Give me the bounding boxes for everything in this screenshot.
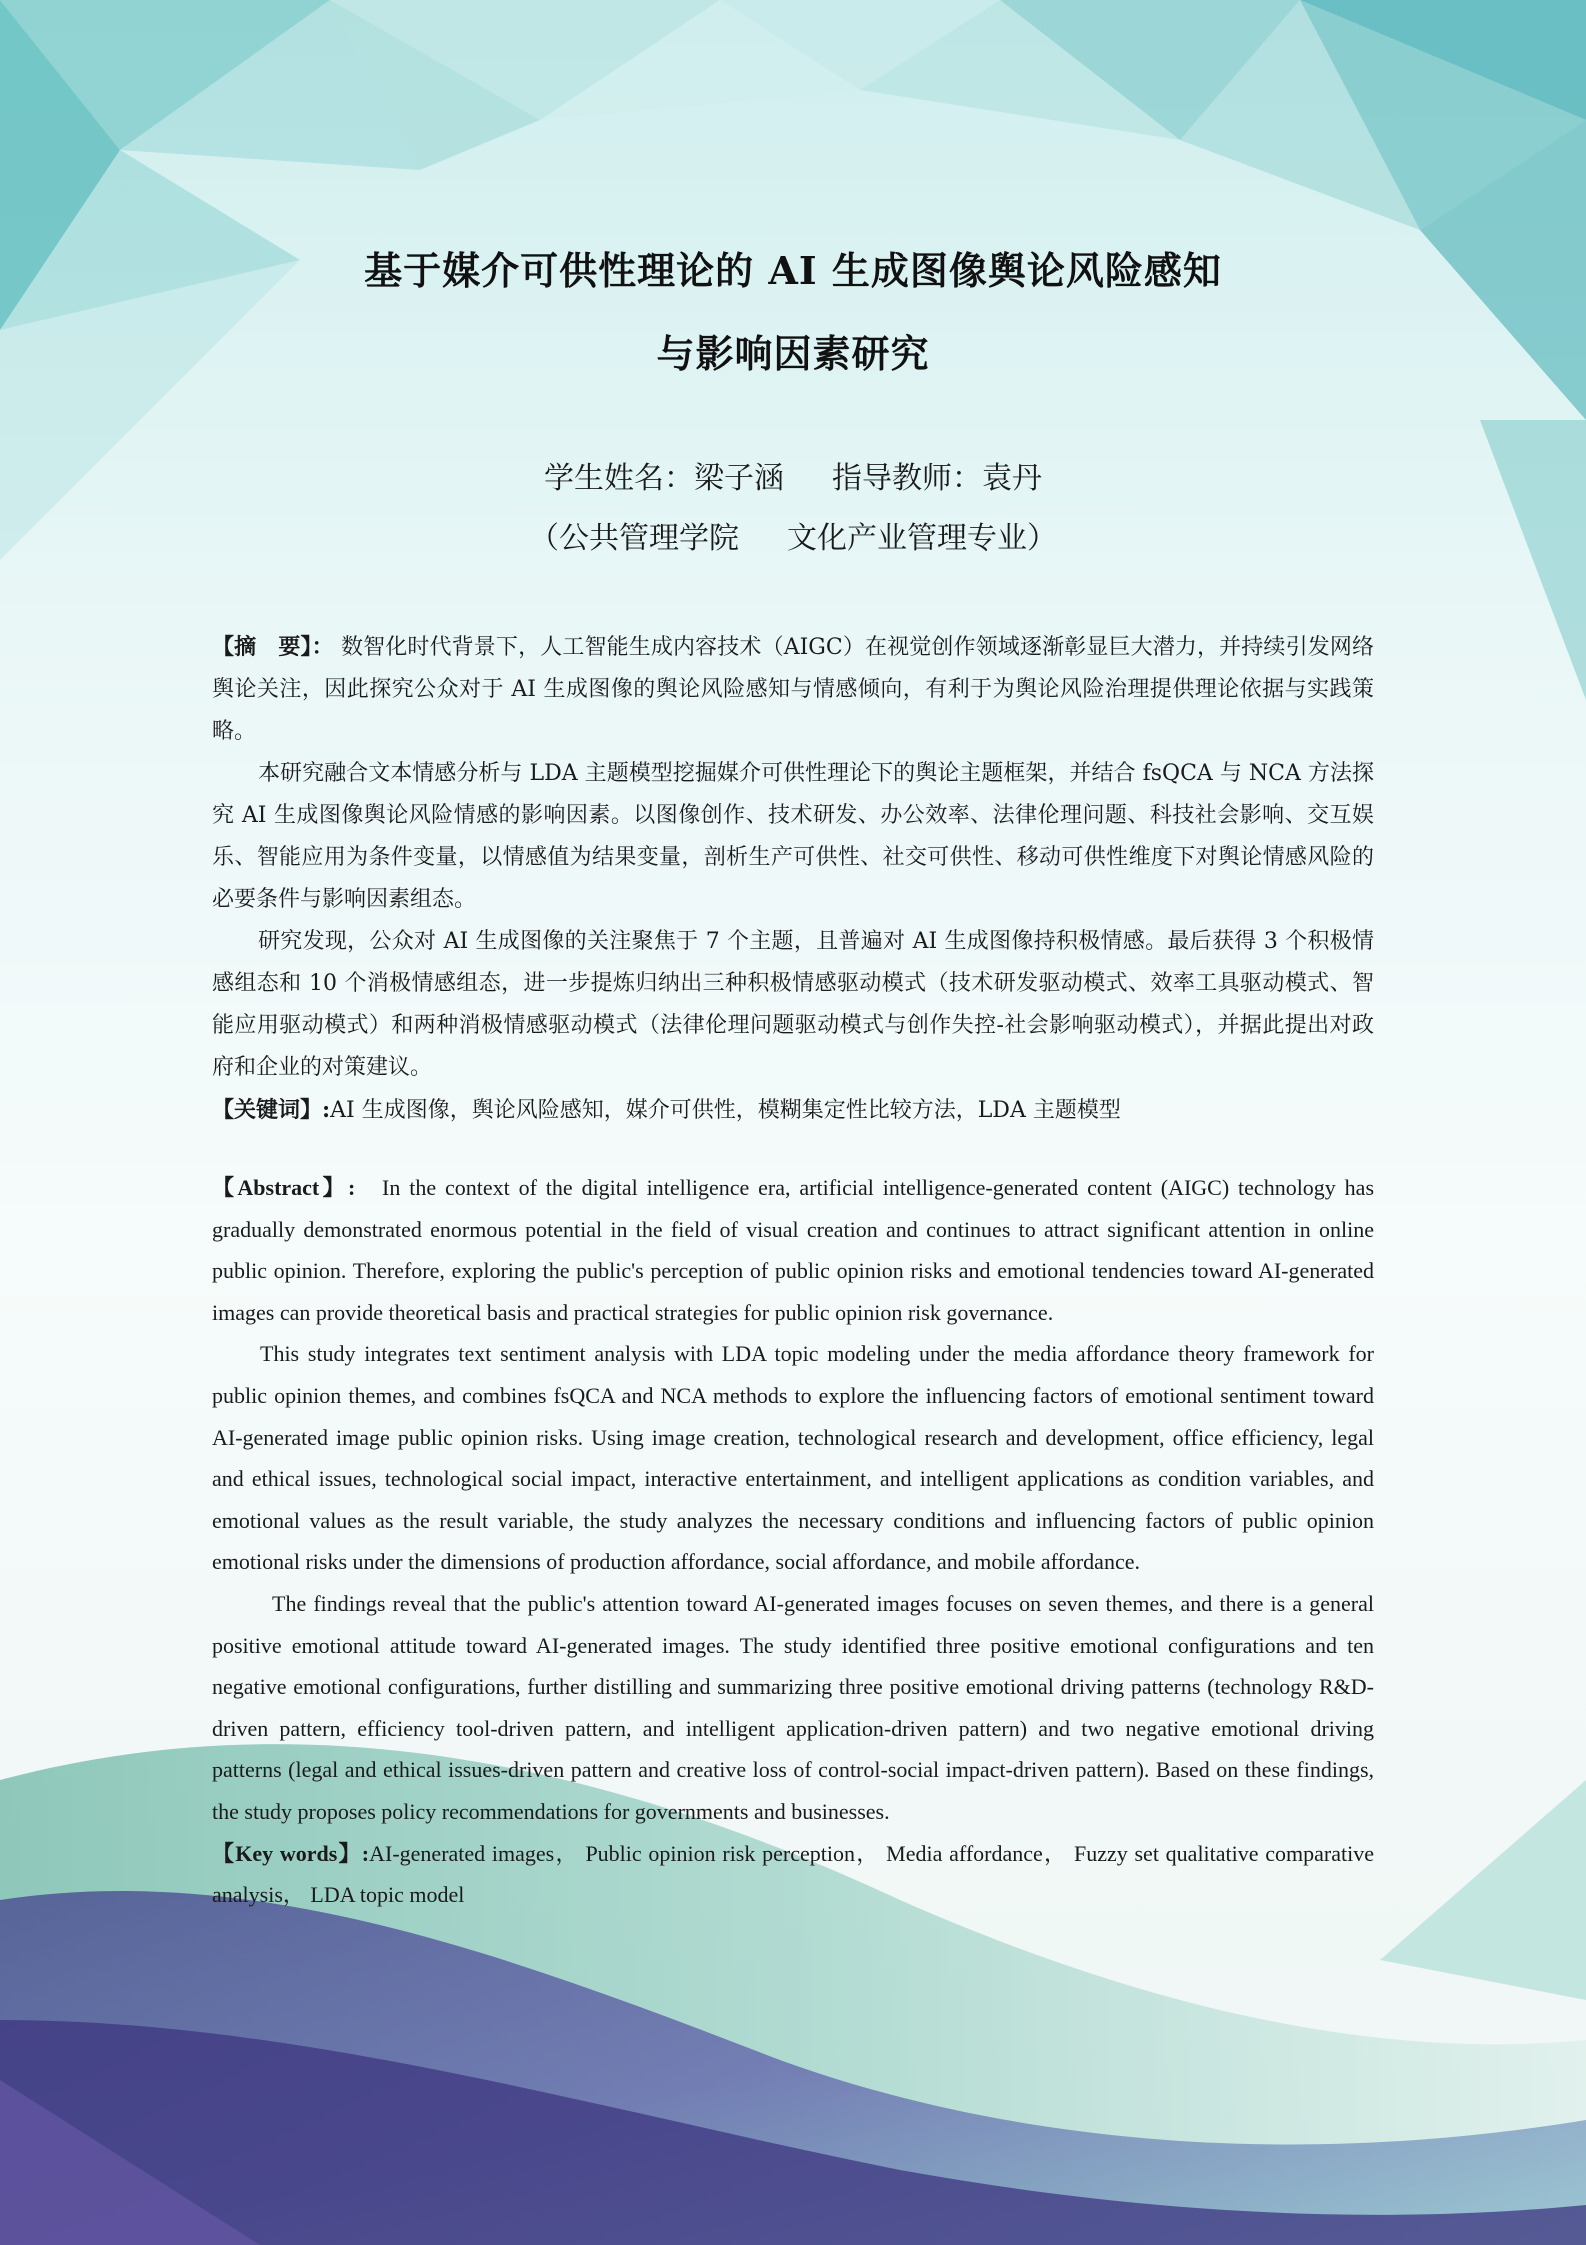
author-line [0, 453, 1586, 497]
abstract-en-para-3: The findings reveal that the public's attention toward AI-generated images focuses on seven themes, and there is a general positive emotional attitude toward AI-generated images. The study identified three positive emotional configurations and ten negative emotional configurations, further distilling and summarizing three positive emotional driving patterns (technology R&D-driven pattern, efficiency tool-driven pattern, and intelligent application-driven pattern) and two negative emotional driving patterns (legal and ethical issues-driven pattern and creative loss of control-social impact-driven pattern). Based on these findings, the study proposes policy recommendations for governments and businesses. [212, 1590, 1374, 1824]
affiliation-line [0, 513, 1586, 557]
keywords-cn: 【关键词】:AI 生成图像，舆论风险感知，媒介可供性，模糊集定性比较方法，LDA 主题模型 [212, 1097, 1121, 1123]
paper-title-line-2: 与影响因素研究 [656, 331, 930, 376]
student-name: 学生姓名：梁子涵 [544, 461, 784, 496]
abstract-chinese [212, 626, 1374, 1132]
abstract-cn-label: 【摘 要】： [212, 634, 334, 660]
paper-title-line-1: 基于媒介可供性理论的 AI 生成图像舆论风险感知 [364, 248, 1222, 293]
keywords-en: 【Key words】:AI-generated images， Public opinion risk perception， Media affordance， Fuzzy set qualitative comparative analysis， LDA topic model [212, 1840, 1374, 1908]
abstract-cn-para-3: 研究发现，公众对 AI 生成图像的关注聚焦于 7 个主题，且普遍对 AI 生成图像持积极情感。最后获得 3 个积极情感组态和 10 个消极情感组态，进一步提炼归纳出三种积极情感驱动模式（技术研发驱动模式、效率工具驱动模式、智能应用驱动模式）和两种消极情感驱动模式（法律伦理问题驱动模式与创作失控-社会影响驱动模式），并据此提出对政府和企业的对策建议。 [212, 929, 1374, 1080]
affiliation-school: （公共管理学院 [529, 521, 739, 556]
keywords-cn-label: 【关键词】: [212, 1097, 331, 1123]
affiliation-major: 文化产业管理专业） [787, 521, 1057, 556]
advisor-name: 指导教师：袁丹 [832, 461, 1042, 496]
abstract-en-label: 【Abstract】: [212, 1175, 356, 1200]
keywords-en-label: 【Key words】: [212, 1840, 370, 1866]
abstract-cn-para-1: 【摘 要】： 数智化时代背景下，人工智能生成内容技术（AIGC）在视觉创作领域逐渐彰显巨大潜力，并持续引发网络舆论关注，因此探究公众对于 AI 生成图像的舆论风险感知与情感倾向，有利于为舆论风险治理提供理论依据与实践策略。 [212, 634, 1374, 744]
abstract-en-para-2: This study integrates text sentiment analysis with LDA topic modeling under the media affordance theory framework for public opinion themes, and combines fsQCA and NCA methods to explore the influencing factors of emotional sentiment toward AI-generated image public opinion risks. Using image creation, technological research and development, office efficiency, legal and ethical issues, technological social impact, interactive entertainment, and intelligent applications as condition variables, and emotional values as the result variable, the study analyzes the necessary conditions and influencing factors of public opinion emotional risks under the dimensions of production affordance, social affordance, and mobile affordance. [212, 1341, 1374, 1575]
abstract-english [212, 1167, 1374, 1916]
abstract-cn-para-2: 本研究融合文本情感分析与 LDA 主题模型挖掘媒介可供性理论下的舆论主题框架，并结合 fsQCA 与 NCA 方法探究 AI 生成图像舆论风险情感的影响因素。以图像创作、技术研发、办公效率、法律伦理问题、科技社会影响、交互娱乐、智能应用为条件变量，以情感值为结果变量，剖析生产可供性、社交可供性、移动可供性维度下对舆论情感风险的必要条件与影响因素组态。 [212, 761, 1374, 912]
abstract-en-para-1: 【Abstract】: In the context of the digital intelligence era, artificial intelligence-generated content (AIGC) technology has gradually demonstrated enormous potential in the field of visual creation and continues to attract significant attention in online public opinion. Therefore, exploring the public's perception of public opinion risks and emotional tendencies toward AI-generated images can provide theoretical basis and practical strategies for public opinion risk governance. [212, 1175, 1375, 1325]
